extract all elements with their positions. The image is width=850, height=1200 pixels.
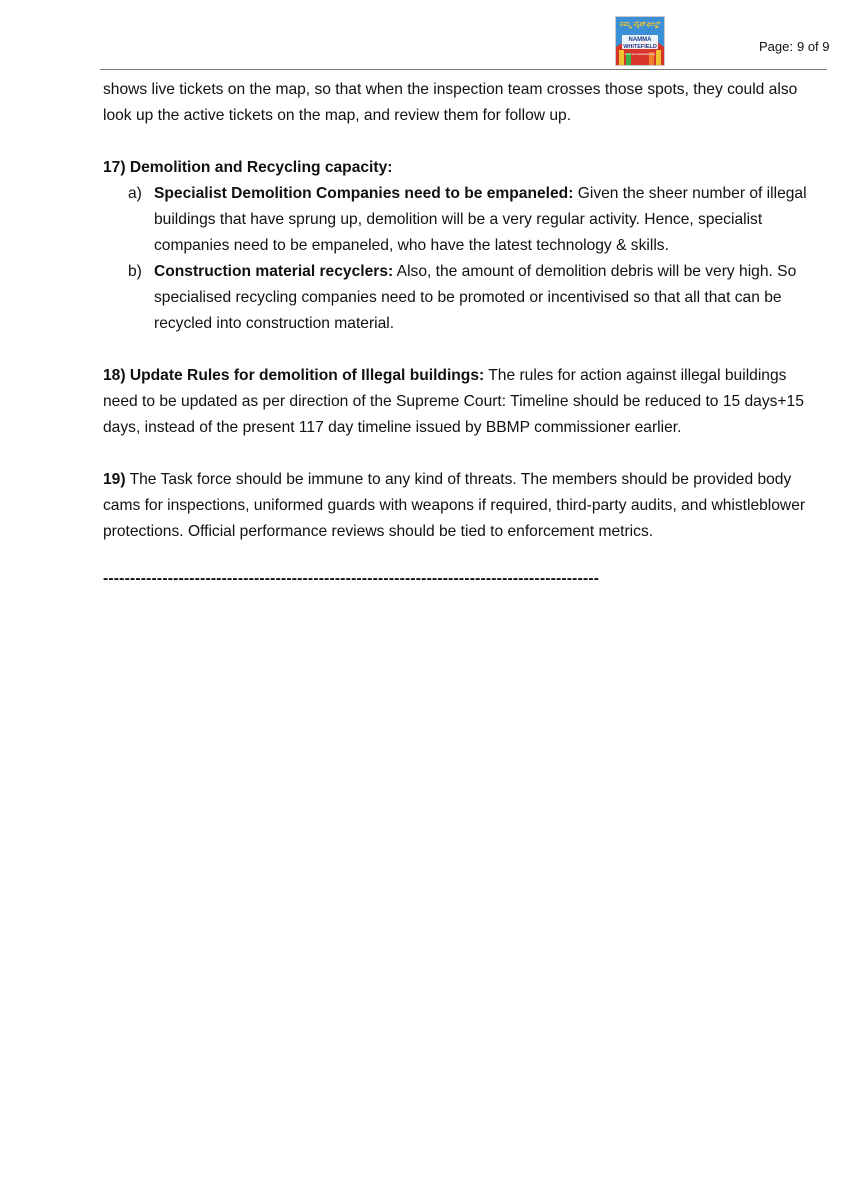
logo-building-1 [619, 50, 624, 65]
section-18-heading: 18) Update Rules for demolition of Illegal buildings: [103, 367, 485, 384]
page-number [759, 39, 834, 54]
namma-whitefield-logo [615, 16, 665, 66]
list-marker: a) [128, 185, 142, 202]
list-marker: b) [128, 263, 142, 280]
section-17-heading-text: 17) Demolition and Recycling capacity: [103, 159, 393, 176]
section-19-text: The Task force should be immune to any kind of threats. The members should be provided body cams for inspections, uniformed guards with weapons if required, third-party audits, and whistleblower protections. Official performance reviews should be tied to enforcement metrics. [103, 471, 806, 540]
page-number-value: 9 of 9 [796, 39, 830, 54]
end-separator: -------------------------------------------------------------------------------------------- [103, 570, 600, 587]
section-18-text: The rules for action against illegal buildings need to be updated as per direction of the Supreme Court: Timeline should be reduced to 15 days+15 days, instead of the present 117 day timeline issued by BBMP commissioner earlier. [103, 367, 804, 436]
list-item-title: Construction material recyclers: [154, 263, 394, 280]
section-17-list [103, 181, 818, 337]
list-item [103, 259, 818, 337]
section-19-paragraph [103, 467, 818, 545]
section-17-heading [103, 155, 818, 181]
logo-text-sub: www.nammawhitefield.org [624, 53, 656, 56]
list-item [103, 181, 818, 259]
document-body [103, 77, 818, 545]
logo-building-4 [656, 50, 661, 65]
page-number-label: Page: [759, 39, 793, 54]
list-item-text: Given the sheer number of illegal buildings that have sprung up, demolition will be a very regular activity. Hence, specialist companies need to be empaneled, who have the latest technology & skills. [154, 185, 807, 254]
section-18-paragraph [103, 363, 818, 441]
intro-paragraph: shows live tickets on the map, so that when the inspection team crosses those spots, they could also look up the active tickets on the map, and review them for follow up. [103, 81, 798, 124]
logo-text-whitefield: WHITEFIELD [623, 44, 657, 50]
list-item-text: Also, the amount of demolition debris will be very high. So specialised recycling companies need to be promoted or incentivised so that all that can be recycled into construction material. [154, 263, 797, 332]
logo-text-namma: NAMMA [628, 37, 652, 43]
list-item-title: Specialist Demolition Companies need to be empaneled: [154, 185, 574, 202]
section-19-heading: 19) [103, 471, 126, 488]
logo-graphic [616, 17, 664, 65]
logo-text-top: ನಮ್ಮ ವೈಟ್‌ಫೀಲ್ಡ್ [619, 20, 661, 28]
header-divider [100, 69, 827, 70]
